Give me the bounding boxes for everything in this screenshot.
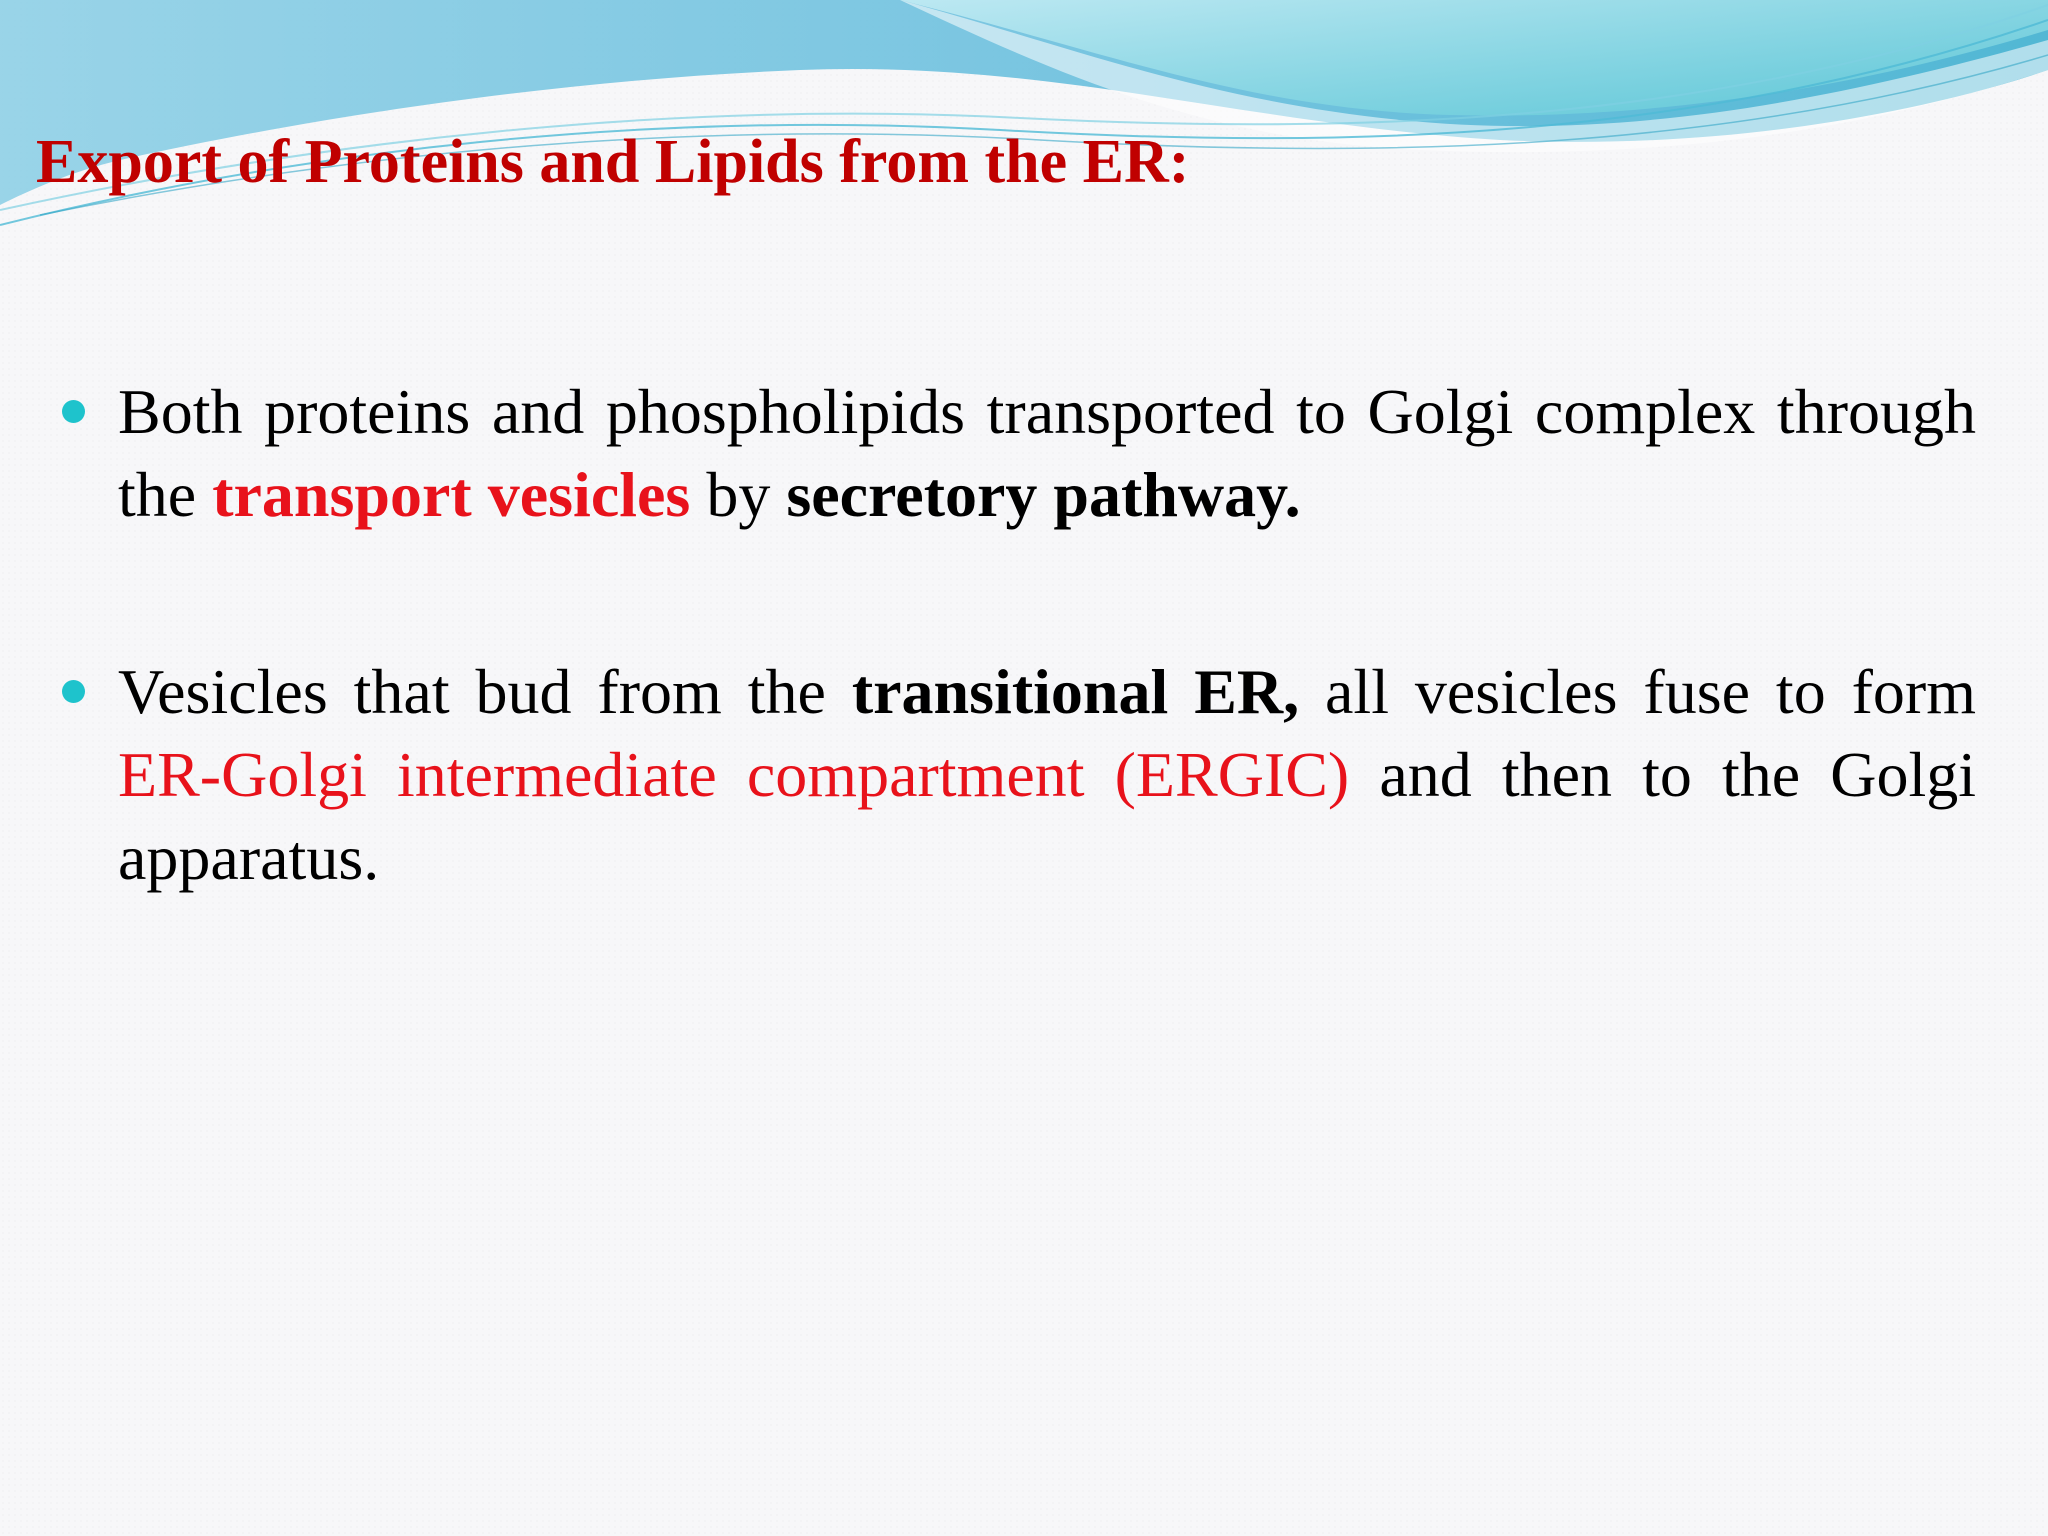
bullet-dot-icon: [62, 400, 85, 423]
bullet-dot-icon: [62, 680, 85, 703]
bullet-item-transport-vesicles: [118, 370, 1976, 536]
bullet-text: and then to the Golgi apparatus.: [118, 739, 1977, 893]
bullet-text: by: [690, 459, 787, 530]
bullet-text: Vesicles that bud from the: [118, 656, 852, 727]
highlight-transport-vesicles: transport vesicles: [212, 459, 691, 530]
highlight-ergic: ER-Golgi intermediate compartment (ERGIC): [118, 739, 1350, 810]
bullet-text: Both proteins and phospholipids transported to Golgi complex through the: [118, 376, 1976, 530]
emphasis-transitional-er: transitional ER,: [851, 656, 1300, 727]
bullet-text: all vesicles fuse to form: [1299, 656, 1976, 727]
emphasis-secretory-pathway: secretory pathway.: [786, 459, 1301, 530]
slide-title: Export of Proteins and Lipids from the ER:: [36, 128, 1190, 196]
bullet-item-transitional-er: [118, 650, 1976, 899]
